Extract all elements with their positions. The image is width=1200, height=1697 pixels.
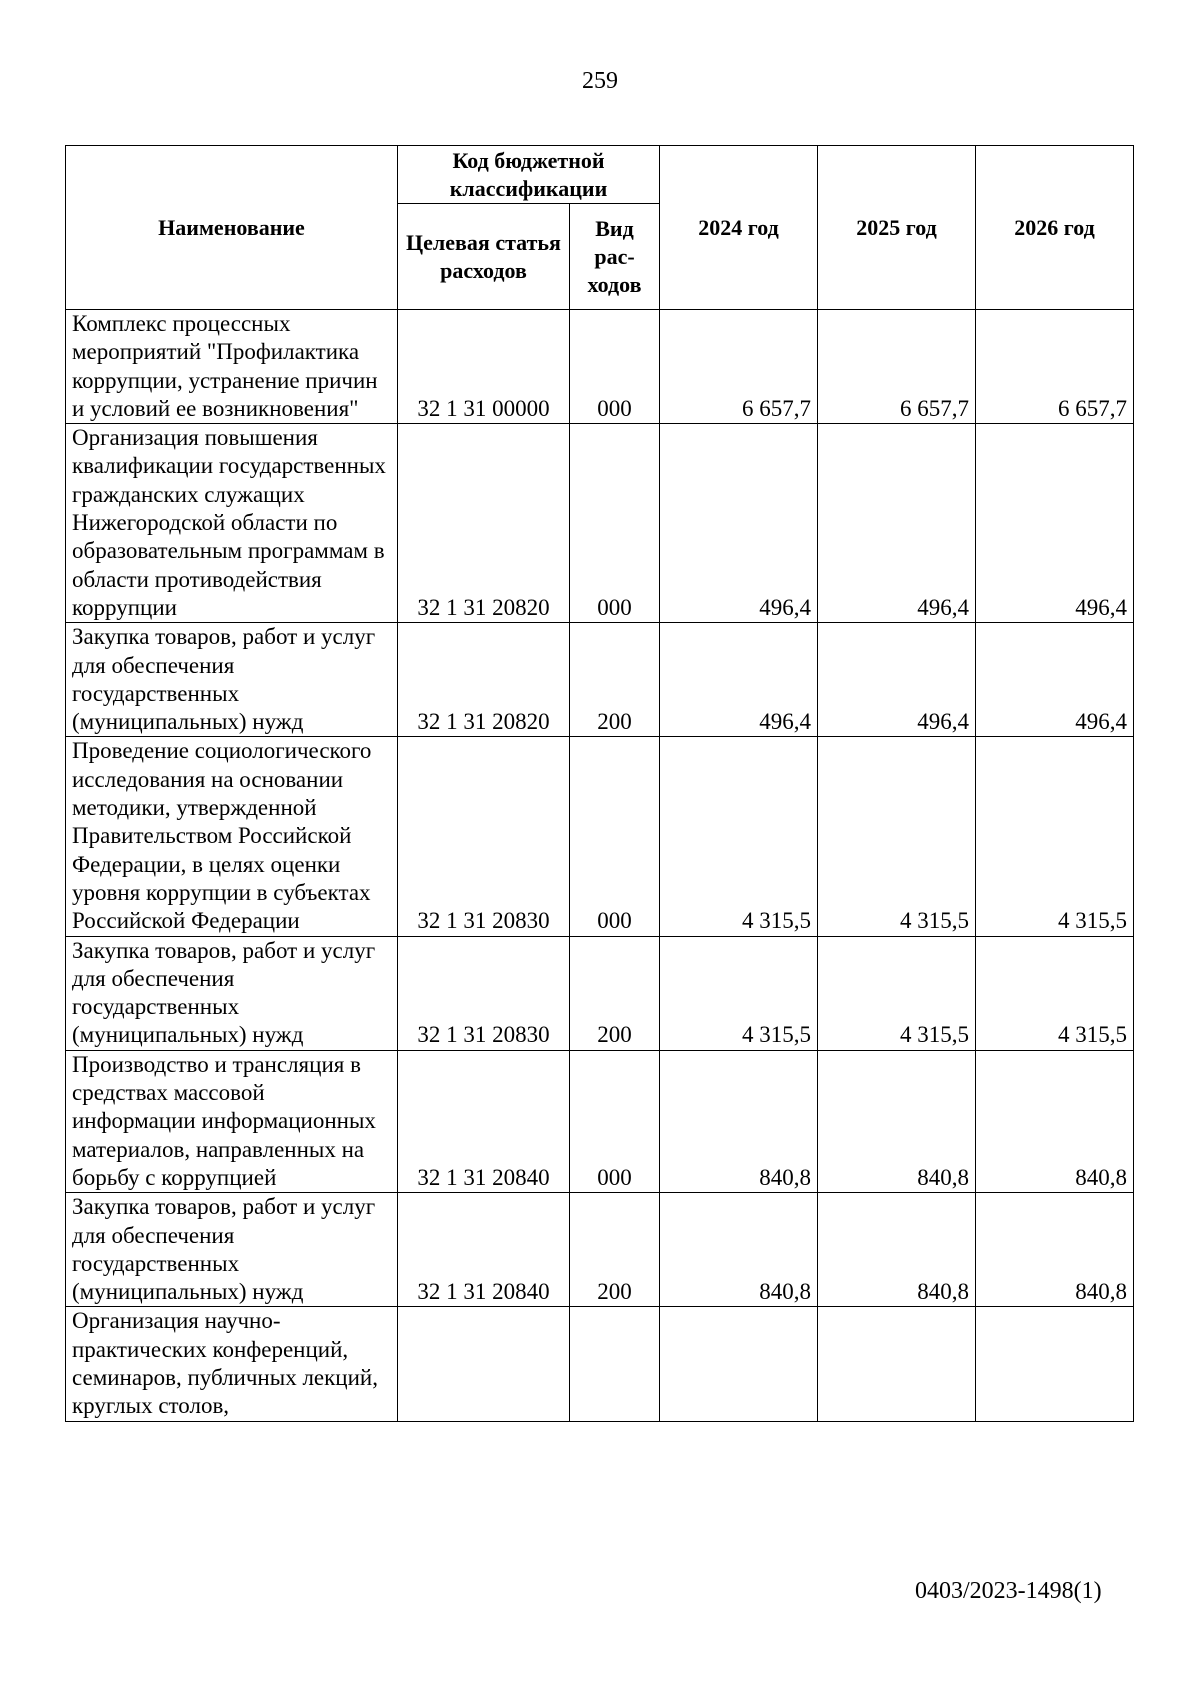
- header-2025: 2025 год: [818, 146, 976, 310]
- table-row: [66, 623, 1134, 737]
- budget-table: [65, 145, 1134, 1422]
- row-value-2024: 4 315,5: [660, 737, 818, 936]
- row-name: Производство и трансляция в средствах массовой информации информационных материалов, направленных на борьбу с коррупцией: [66, 1050, 398, 1192]
- row-value-2025: 840,8: [818, 1050, 976, 1192]
- table-row: [66, 424, 1134, 623]
- row-value-2025: 4 315,5: [818, 737, 976, 936]
- row-expense-type: [570, 1307, 660, 1421]
- row-target-code: [398, 1307, 570, 1421]
- row-name: Закупка товаров, работ и услуг для обеспечения государственных (муниципальных) нужд: [66, 1193, 398, 1307]
- document-code: 0403/2023-1498(1): [915, 1578, 1102, 1604]
- row-name: Организация научно-практических конференций, семинаров, публичных лекций, круглых столов,: [66, 1307, 398, 1421]
- row-value-2026: 496,4: [976, 424, 1134, 623]
- row-target-code: 32 1 31 20840: [398, 1050, 570, 1192]
- row-target-code: 32 1 31 20820: [398, 623, 570, 737]
- row-value-2024: [660, 1307, 818, 1421]
- table-body: [66, 310, 1134, 1422]
- row-value-2024: 840,8: [660, 1193, 818, 1307]
- row-value-2026: 496,4: [976, 623, 1134, 737]
- header-2026: 2026 год: [976, 146, 1134, 310]
- row-expense-type: 000: [570, 310, 660, 424]
- header-target-article: Целевая статья расходов: [398, 204, 570, 310]
- row-value-2026: [976, 1307, 1134, 1421]
- row-target-code: 32 1 31 00000: [398, 310, 570, 424]
- table-row: [66, 1307, 1134, 1421]
- table-row: [66, 1193, 1134, 1307]
- row-value-2026: 6 657,7: [976, 310, 1134, 424]
- row-value-2026: 840,8: [976, 1050, 1134, 1192]
- row-expense-type: 200: [570, 936, 660, 1050]
- row-value-2024: 6 657,7: [660, 310, 818, 424]
- row-value-2025: 840,8: [818, 1193, 976, 1307]
- table-row: [66, 310, 1134, 424]
- table-row: [66, 1050, 1134, 1192]
- row-name: Проведение социологического исследования на основании методики, утвержденной Правительством Российской Федерации, в целях оценки уровня коррупции в субъектах Российской Федерации: [66, 737, 398, 936]
- row-value-2025: [818, 1307, 976, 1421]
- row-value-2024: 840,8: [660, 1050, 818, 1192]
- row-expense-type: 000: [570, 737, 660, 936]
- row-value-2024: 4 315,5: [660, 936, 818, 1050]
- row-value-2025: 6 657,7: [818, 310, 976, 424]
- row-value-2025: 496,4: [818, 623, 976, 737]
- row-name: Закупка товаров, работ и услуг для обеспечения государственных (муниципальных) нужд: [66, 936, 398, 1050]
- row-name: Организация повышения квалификации государственных гражданских служащих Нижегородской области по образовательным программам в области противодействия коррупции: [66, 424, 398, 623]
- header-expense-type: Вид рас-ходов: [570, 204, 660, 310]
- row-value-2025: 496,4: [818, 424, 976, 623]
- table-row: [66, 936, 1134, 1050]
- row-target-code: 32 1 31 20820: [398, 424, 570, 623]
- row-expense-type: 000: [570, 424, 660, 623]
- row-expense-type: 200: [570, 1193, 660, 1307]
- table-header: [66, 146, 1134, 310]
- row-value-2026: 4 315,5: [976, 737, 1134, 936]
- row-target-code: 32 1 31 20830: [398, 936, 570, 1050]
- row-value-2024: 496,4: [660, 623, 818, 737]
- header-name: Наименование: [66, 146, 398, 310]
- row-name: Комплекс процессных мероприятий "Профилактика коррупции, устранение причин и условий ее возникновения": [66, 310, 398, 424]
- row-expense-type: 000: [570, 1050, 660, 1192]
- row-value-2026: 840,8: [976, 1193, 1134, 1307]
- row-value-2025: 4 315,5: [818, 936, 976, 1050]
- row-value-2026: 4 315,5: [976, 936, 1134, 1050]
- header-2024: 2024 год: [660, 146, 818, 310]
- row-target-code: 32 1 31 20830: [398, 737, 570, 936]
- row-name: Закупка товаров, работ и услуг для обеспечения государственных (муниципальных) нужд: [66, 623, 398, 737]
- header-code-group: Код бюджетной классификации: [398, 146, 660, 204]
- page-number: 259: [582, 68, 618, 94]
- row-value-2024: 496,4: [660, 424, 818, 623]
- table-row: [66, 737, 1134, 936]
- row-target-code: 32 1 31 20840: [398, 1193, 570, 1307]
- row-expense-type: 200: [570, 623, 660, 737]
